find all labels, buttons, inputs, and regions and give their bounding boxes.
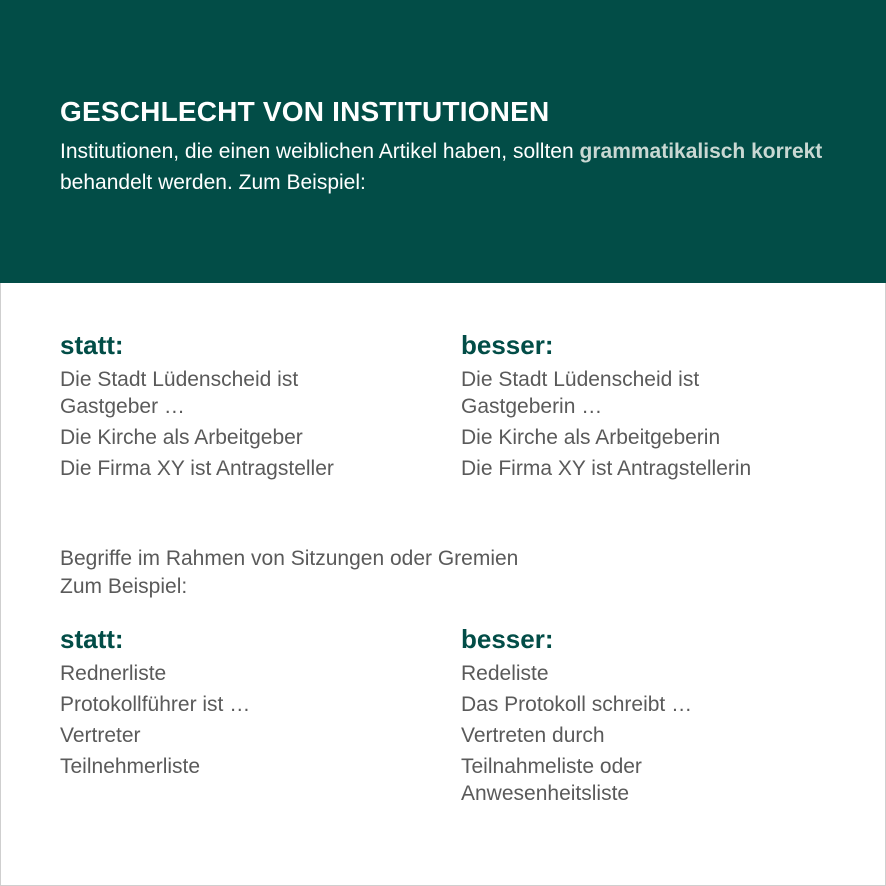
section2-intro xyxy=(60,545,518,601)
intro-text-start: Institutionen, die einen weiblichen Artikel haben, sollten xyxy=(60,140,580,163)
header-banner xyxy=(0,0,886,283)
section2-left-column xyxy=(60,624,250,784)
intro-text xyxy=(60,136,850,198)
section1-left-column xyxy=(60,330,350,486)
section2-besser-heading: besser: xyxy=(461,624,554,654)
list-item: Die Stadt Lüdenscheid ist Gastgeber … xyxy=(60,368,299,418)
section2-intro-line2: Zum Beispiel: xyxy=(60,575,188,598)
list-item: Redeliste xyxy=(461,662,549,685)
list-item: Teilnahmeliste oder Anwesenheitsliste xyxy=(461,755,642,805)
section1-statt-heading: statt: xyxy=(60,330,124,360)
list-item: Rednerliste xyxy=(60,662,167,685)
list-item: Die Kirche als Arbeitgeberin xyxy=(461,426,721,449)
section2-right-column xyxy=(461,624,701,811)
intro-highlight: grammatikalisch korrekt xyxy=(579,140,823,163)
section2-intro-line1: Begriffe im Rahmen von Sitzungen oder Gremien xyxy=(60,547,519,570)
list-item: Vertreter xyxy=(60,724,141,747)
section1-right-column xyxy=(461,330,751,486)
list-item: Vertreten durch xyxy=(461,724,605,747)
intro-text-end: behandelt werden. Zum Beispiel: xyxy=(60,171,366,194)
list-item: Teilnehmerliste xyxy=(60,755,201,778)
section2-statt-heading: statt: xyxy=(60,624,124,654)
list-item: Die Firma XY ist Antragstellerin xyxy=(461,457,752,480)
page-title: GESCHLECHT VON INSTITUTIONEN xyxy=(60,96,550,127)
section1-besser-heading: besser: xyxy=(461,330,554,360)
list-item: Die Firma XY ist Antragsteller xyxy=(60,457,334,480)
list-item: Protokollführer ist … xyxy=(60,693,251,716)
list-item: Die Kirche als Arbeitgeber xyxy=(60,426,303,449)
list-item: Die Stadt Lüdenscheid ist Gastgeberin … xyxy=(461,368,700,418)
list-item: Das Protokoll schreibt … xyxy=(461,693,693,716)
